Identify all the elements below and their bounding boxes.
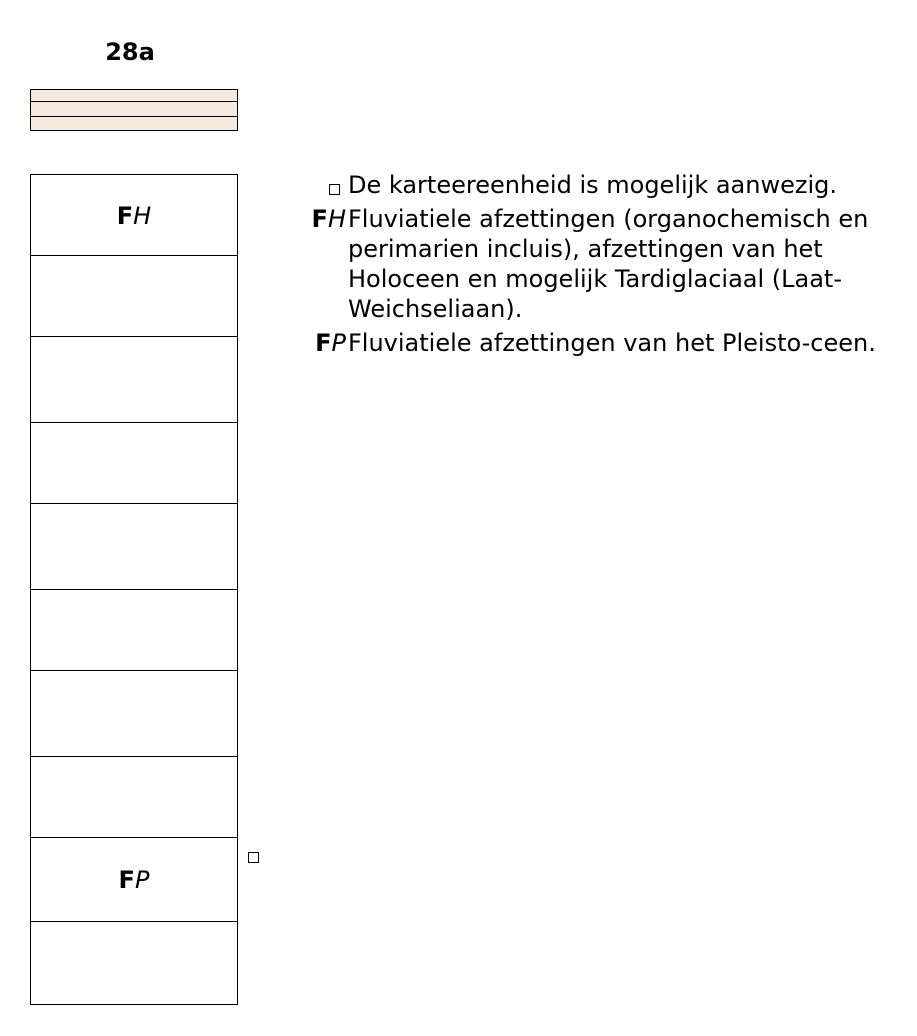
legend bbox=[300, 170, 900, 358]
profile-column bbox=[30, 174, 238, 1005]
cell-code-fh bbox=[117, 202, 151, 230]
legend-item bbox=[300, 204, 900, 324]
column-cell bbox=[30, 837, 238, 923]
column-cell bbox=[30, 589, 238, 672]
legend-key-italic: H bbox=[327, 205, 346, 233]
column-cell bbox=[30, 921, 238, 1005]
legend-key bbox=[300, 204, 348, 234]
legend-key-italic: P bbox=[331, 329, 346, 357]
cell-code-fp bbox=[119, 866, 150, 894]
column-title: 28a bbox=[105, 38, 155, 66]
legend-key-bold: F bbox=[315, 329, 332, 357]
column-cell bbox=[30, 174, 238, 257]
column-cell bbox=[30, 336, 238, 424]
column-cell bbox=[30, 756, 238, 839]
side-marker bbox=[248, 848, 259, 867]
cell-code-bold: F bbox=[118, 866, 135, 894]
legend-key bbox=[300, 328, 348, 358]
top-band-divider bbox=[31, 101, 237, 102]
column-cell bbox=[30, 503, 238, 591]
top-band bbox=[30, 89, 238, 131]
column-cell bbox=[30, 422, 238, 505]
square-marker-icon bbox=[329, 184, 340, 195]
cell-code-italic: P bbox=[134, 866, 150, 894]
cell-code-italic: H bbox=[133, 201, 152, 230]
legend-text: De karteereenheid is mogelijk aanwezig. bbox=[348, 171, 837, 199]
legend-item bbox=[300, 328, 900, 358]
cell-code-bold: F bbox=[116, 201, 134, 230]
legend-key-bold: F bbox=[311, 205, 328, 233]
column-cell bbox=[30, 670, 238, 758]
column-cell bbox=[30, 255, 238, 338]
legend-text: Fluviatiele afzettingen (organochemisch en perimarien incluis), afzettingen van het Holoceen en mogelijk Tardiglaciaal (Laat-Weichseliaan). bbox=[348, 205, 869, 323]
top-band-divider bbox=[31, 116, 237, 117]
square-marker-icon bbox=[248, 852, 259, 863]
legend-item bbox=[300, 170, 900, 202]
legend-text: Fluviatiele afzettingen van het Pleisto-ceen. bbox=[348, 329, 876, 357]
legend-key bbox=[300, 170, 348, 202]
